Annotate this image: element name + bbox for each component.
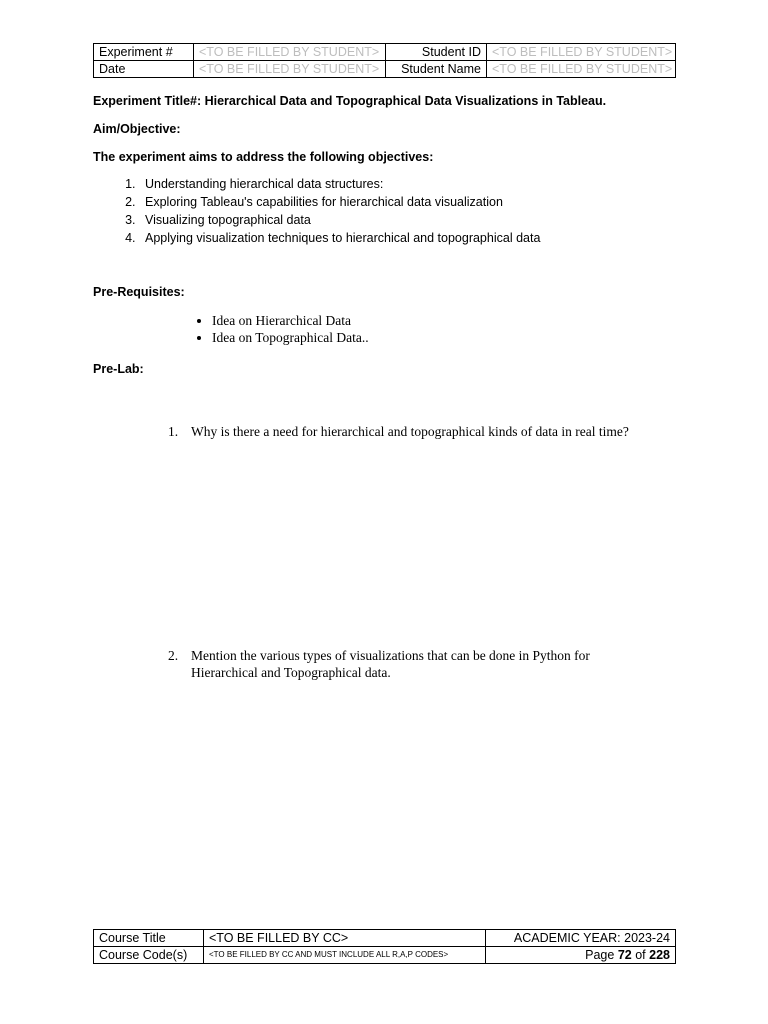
header-table <box>93 43 676 78</box>
date-label: Date <box>94 61 194 78</box>
footer-row-1 <box>94 930 676 947</box>
student-name-field[interactable]: <TO BE FILLED BY STUDENT> <box>487 61 676 78</box>
prerequisites-list <box>180 312 369 346</box>
header-row-2 <box>94 61 676 78</box>
footer-row-2 <box>94 947 676 964</box>
prerequisite-item: • Idea on Hierarchical Data <box>212 312 369 329</box>
student-id-label: Student ID <box>386 44 487 61</box>
course-code-label: Course Code(s) <box>94 947 204 964</box>
question-1 <box>168 423 668 440</box>
course-title-value: <TO BE FILLED BY CC> <box>204 930 486 947</box>
prelab-heading: Pre-Lab: <box>93 362 144 376</box>
course-title-label: Course Title <box>94 930 204 947</box>
objective-item: 3. Visualizing topographical data <box>139 211 699 229</box>
question-text: Mention the various types of visualizations that can be done in Python for Hierarchical and Topographical data. <box>191 648 590 680</box>
academic-year: ACADEMIC YEAR: 2023-24 <box>486 930 676 947</box>
prereq-heading: Pre-Requisites: <box>93 285 185 299</box>
question-number: 2. <box>168 648 179 663</box>
objective-item: 4. Applying visualization techniques to hierarchical and topographical data <box>139 229 699 247</box>
prerequisite-item: • Idea on Topographical Data.. <box>212 329 369 346</box>
objective-item: 1. Understanding hierarchical data structures: <box>139 175 699 193</box>
page-of: of <box>635 948 646 962</box>
experiment-label: Experiment # <box>94 44 194 61</box>
question-2 <box>168 647 638 681</box>
objectives-intro: The experiment aims to address the following objectives: <box>93 150 434 164</box>
date-field[interactable]: <TO BE FILLED BY STUDENT> <box>194 61 386 78</box>
page-current: 72 <box>617 948 632 962</box>
student-id-field[interactable]: <TO BE FILLED BY STUDENT> <box>487 44 676 61</box>
page-total: 228 <box>649 948 670 962</box>
page-word: Page <box>585 948 615 962</box>
experiment-field[interactable]: <TO BE FILLED BY STUDENT> <box>194 44 386 61</box>
question-text: Why is there a need for hierarchical and topographical kinds of data in real time? <box>191 424 629 439</box>
header-row-1 <box>94 44 676 61</box>
page-number <box>486 947 676 964</box>
student-name-label: Student Name <box>386 61 487 78</box>
objectives-list <box>93 175 699 247</box>
objective-item: 2. Exploring Tableau's capabilities for hierarchical data visualization <box>139 193 699 211</box>
course-code-value: <TO BE FILLED BY CC AND MUST INCLUDE ALL R,A,P CODES> <box>204 947 486 964</box>
aim-heading: Aim/Objective: <box>93 122 181 136</box>
experiment-title: Experiment Title#: Hierarchical Data and Topographical Data Visualizations in Tableau. <box>93 94 607 108</box>
question-number: 1. <box>168 424 179 439</box>
footer-table <box>93 929 676 964</box>
